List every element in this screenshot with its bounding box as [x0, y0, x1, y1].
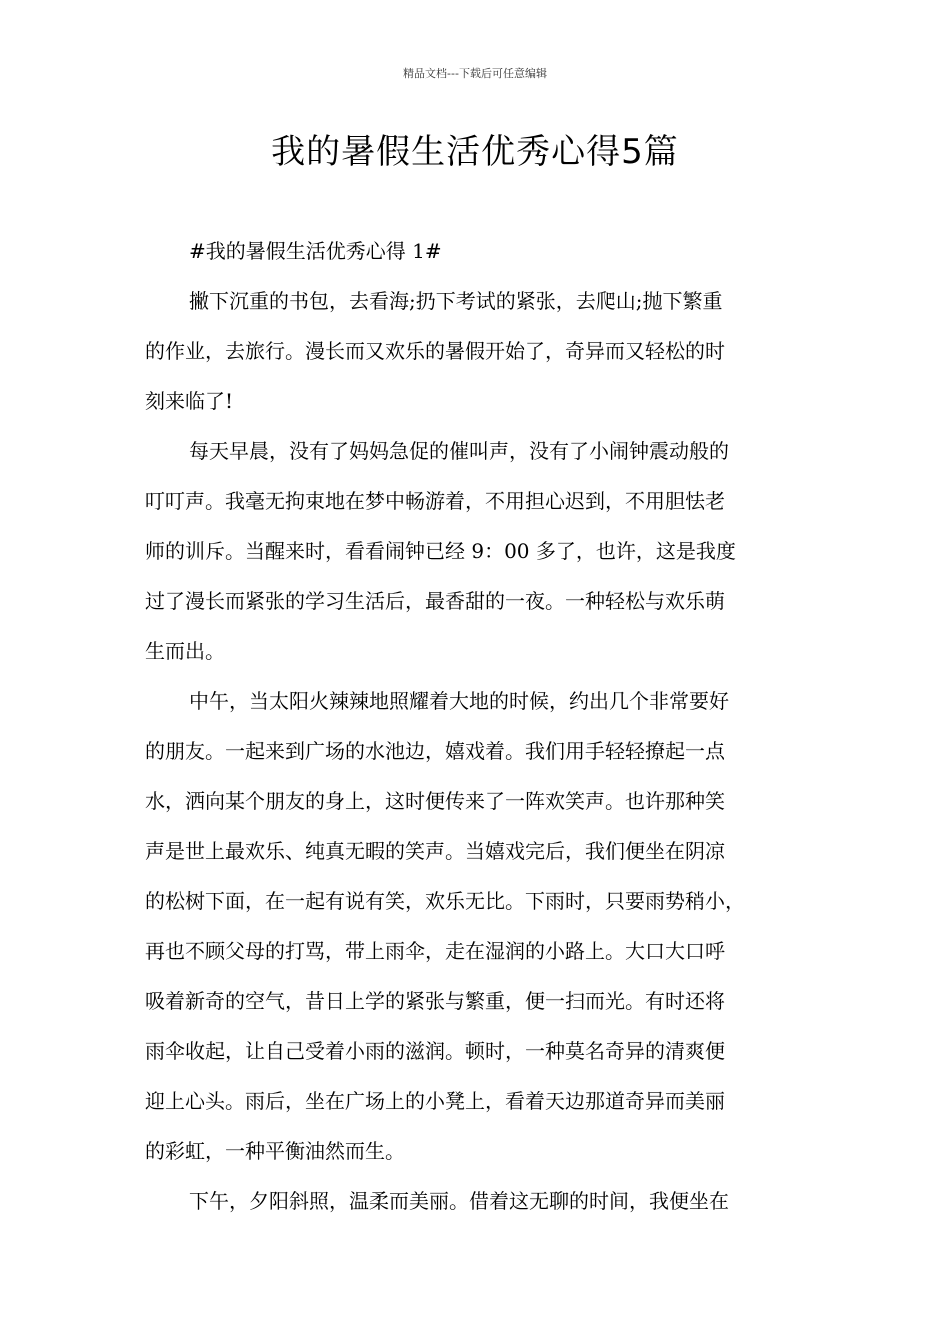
text-line: 迎上心头。雨后，坐在广场上的小凳上，看着天边那道奇异而美丽: [145, 1089, 725, 1113]
text-line: 生而出。: [145, 639, 225, 663]
paragraph-3: [145, 676, 811, 1176]
text-line: 中午，当太阳火辣辣地照耀着大地的时候，约出几个非常要好: [189, 689, 729, 713]
text-line: 撇下沉重的书包，去看海;扔下考试的紧张，去爬山;抛下繁重: [189, 289, 723, 313]
header-note: 精品文档---下载后可任意编辑: [403, 67, 547, 80]
text-line: 声是世上最欢乐、纯真无暇的笑声。当嬉戏完后，我们便坐在阴凉: [145, 839, 725, 863]
page-title: 我的暑假生活优秀心得5篇: [271, 132, 679, 172]
paragraph-4: [145, 1176, 811, 1226]
text-line: 刻来临了!: [145, 389, 234, 413]
text-line: 再也不顾父母的打骂，带上雨伞，走在湿润的小路上。大口大口呼: [145, 939, 725, 963]
text-line: 叮叮声。我毫无拘束地在梦中畅游着，不用担心迟到，不用胆怯老: [145, 489, 725, 513]
text-line: 的作业，去旅行。漫长而又欢乐的暑假开始了，奇异而又轻松的时: [145, 339, 725, 363]
text-line: 雨伞收起，让自己受着小雨的滋润。顿时，一种莫名奇异的清爽便: [145, 1039, 725, 1063]
text-line: 过了漫长而紧张的学习生活后，最香甜的一夜。一种轻松与欢乐萌: [145, 589, 725, 613]
text-line: 吸着新奇的空气，昔日上学的紧张与繁重，便一扫而光。有时还将: [145, 989, 725, 1013]
text-line: 水，洒向某个朋友的身上，这时便传来了一阵欢笑声。也许那种笑: [145, 789, 725, 813]
text-line: 下午，夕阳斜照，温柔而美丽。借着这无聊的时间，我便坐在: [189, 1189, 729, 1213]
text-line: 的松树下面，在一起有说有笑，欢乐无比。下雨时，只要雨势稍小，: [145, 889, 745, 913]
document-body: [145, 236, 811, 1226]
text-line: 的彩虹，一种平衡油然而生。: [145, 1139, 405, 1163]
paragraph-1: [145, 276, 811, 426]
text-line: 师的训斥。当醒来时，看看闹钟已经 9：00 多了，也许，这是我度: [145, 539, 736, 563]
text-line: 每天早晨，没有了妈妈急促的催叫声，没有了小闹钟震动般的: [189, 439, 729, 463]
text-line: 的朋友。一起来到广场的水池边，嬉戏着。我们用手轻轻撩起一点: [145, 739, 725, 763]
section-heading: #我的暑假生活优秀心得 1#: [189, 239, 442, 263]
paragraph-2: [145, 426, 811, 676]
